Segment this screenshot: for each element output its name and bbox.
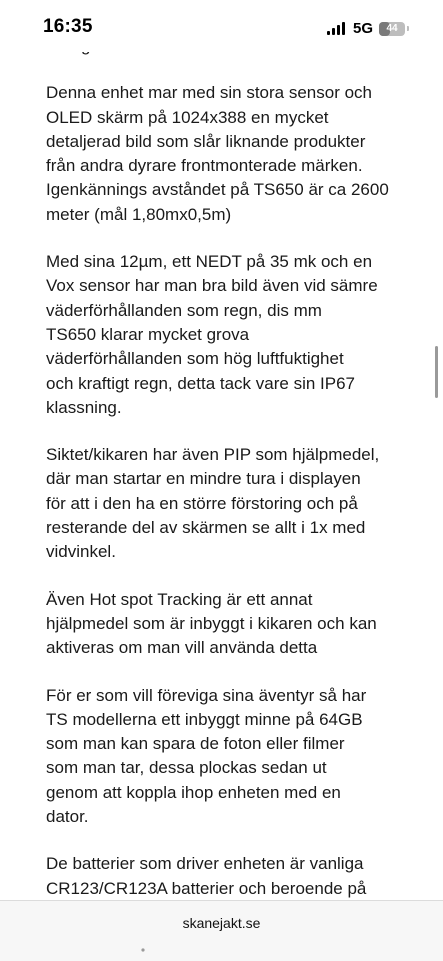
- paragraph-battery: De batterier som driver enheten är vanliga CR123/CR123A batterier och beroende på: [46, 854, 367, 898]
- status-time: 16:35: [43, 16, 93, 37]
- address-url[interactable]: skanejakt.se: [182, 915, 261, 931]
- network-type: 5G: [352, 20, 373, 37]
- paragraph-sensor: Denna enhet mar med sin stora sensor och OLED skärm på 1024x388 en mycket detaljerad bild som slår liknande produkter från andra dyrare frontmonterade märken. Igenkännings avståndet på TS650 är ca 2600 meter (mål 1,80mx0,5m): [46, 83, 389, 224]
- paragraph-hot-spot: Även Hot spot Tracking är ett annat hjälpmedel som är inbyggt i kikaren och kan aktiveras om man vill använda detta: [46, 589, 377, 658]
- paragraph-weather: Med sina 12µm, ett NEDT på 35 mk och en Vox sensor har man bra bild även vid sämre väderförhållanden som regn, dis mm TS650 klarar mycket grova väderförhållanden som hög luftfuktighet och kraftigt regn, detta tack vare sin IP67 klassning.: [46, 252, 378, 417]
- status-indicators: [327, 20, 409, 37]
- paragraph-pip: Siktet/kikaren har även PIP som hjälpmedel, där man startar en mindre tura i displayen för att i den ha en större förstoring och på resterande del av skärmen se allt i 1x med vidvinkel.: [46, 445, 380, 562]
- battery-level: 44: [386, 23, 398, 34]
- battery-icon: [379, 22, 405, 36]
- paragraph-memory: För er som vill föreviga sina äventyr så har TS modellerna ett inbyggt minne på 64GB som man kan spara de foton eller filmer som man tar, dessa plockas sedan ut genom att koppla ihop enheten med en dator.: [46, 685, 367, 827]
- dot-icon: [140, 947, 146, 953]
- browser-address-bar[interactable]: [0, 900, 443, 961]
- scrollbar[interactable]: [435, 346, 438, 398]
- battery-tip: [407, 26, 409, 31]
- signal-icon: [327, 22, 345, 35]
- status-bar: [0, 0, 443, 52]
- article-body: [46, 34, 406, 900]
